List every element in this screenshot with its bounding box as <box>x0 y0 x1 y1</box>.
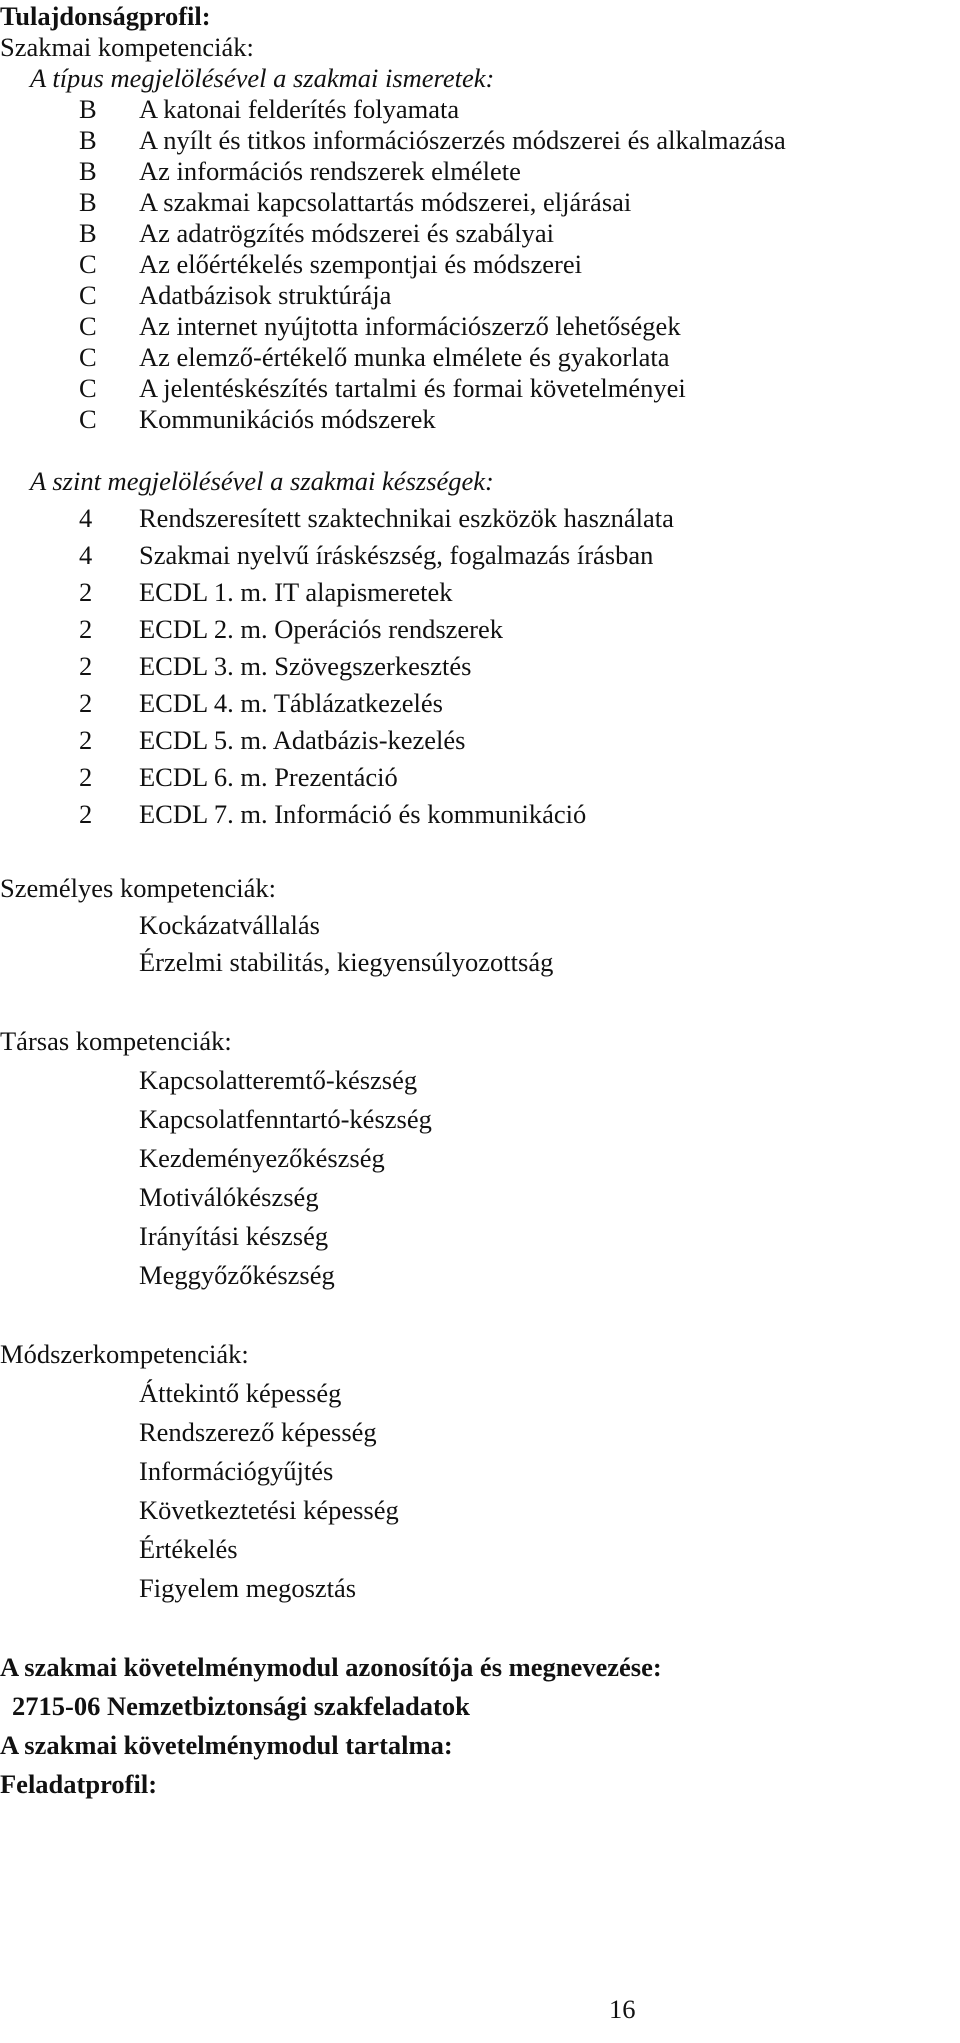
social-item: Irányítási készség <box>139 1221 329 1251</box>
knowledge-text: A szakmai kapcsolattartás módszerei, eljárásai <box>139 187 632 217</box>
social-item: Meggyőzőkészség <box>139 1260 335 1290</box>
method-item: Információgyűjtés <box>139 1456 334 1486</box>
knowledge-text: A nyílt és titkos információszerzés módszerei és alkalmazása <box>139 125 786 155</box>
personal-competencies-heading: Személyes kompetenciák: <box>0 873 276 903</box>
skills-heading: A szint megjelölésével a szakmai készségek: <box>30 466 494 496</box>
knowledge-type: C <box>79 311 97 341</box>
knowledge-type: B <box>79 156 97 186</box>
knowledge-type: C <box>79 280 97 310</box>
skill-level: 2 <box>79 614 93 644</box>
skill-text: ECDL 6. m. Prezentáció <box>139 762 398 792</box>
knowledge-text: Az internet nyújtotta információszerző lehetőségek <box>139 311 681 341</box>
module-id-line: 2715-06 Nemzetbiztonsági szakfeladatok <box>12 1691 470 1721</box>
profile-title: Tulajdonságprofil: <box>0 1 211 31</box>
professional-competencies-heading: Szakmai kompetenciák: <box>0 32 254 62</box>
method-item: Következtetési képesség <box>139 1495 399 1525</box>
skill-level: 2 <box>79 725 93 755</box>
knowledge-type: B <box>79 218 97 248</box>
social-competencies-heading: Társas kompetenciák: <box>0 1026 232 1056</box>
method-item: Áttekintő képesség <box>139 1378 342 1408</box>
knowledge-heading: A típus megjelölésével a szakmai ismeretek: <box>30 63 495 93</box>
skill-level: 2 <box>79 651 93 681</box>
knowledge-type: B <box>79 125 97 155</box>
page-number: 16 <box>609 1994 636 2024</box>
knowledge-type: C <box>79 342 97 372</box>
knowledge-type: C <box>79 404 97 434</box>
skill-level: 2 <box>79 577 93 607</box>
skill-level: 2 <box>79 799 93 829</box>
module-id-heading: A szakmai követelménymodul azonosítója és megnevezése: <box>0 1652 662 1682</box>
knowledge-text: Adatbázisok struktúrája <box>139 280 392 310</box>
social-item: Kapcsolatfenntartó-készség <box>139 1104 432 1134</box>
skill-text: Rendszeresített szaktechnikai eszközök használata <box>139 503 674 533</box>
method-item: Értékelés <box>139 1534 238 1564</box>
skill-level: 2 <box>79 688 93 718</box>
skill-text: ECDL 1. m. IT alapismeretek <box>139 577 453 607</box>
skill-level: 2 <box>79 762 93 792</box>
skill-level: 4 <box>79 540 93 570</box>
skill-text: ECDL 3. m. Szövegszerkesztés <box>139 651 472 681</box>
task-profile-heading: Feladatprofil: <box>0 1769 158 1799</box>
knowledge-text: Az adatrögzítés módszerei és szabályai <box>139 218 554 248</box>
skill-text: ECDL 7. m. Információ és kommunikáció <box>139 799 587 829</box>
knowledge-type: B <box>79 94 97 124</box>
social-item: Kapcsolatteremtő-készség <box>139 1065 418 1095</box>
skill-level: 4 <box>79 503 93 533</box>
knowledge-text: Az információs rendszerek elmélete <box>139 156 521 186</box>
method-item: Figyelem megosztás <box>139 1573 357 1603</box>
knowledge-text: Az előértékelés szempontjai és módszerei <box>139 249 582 279</box>
skill-text: ECDL 4. m. Táblázatkezelés <box>139 688 443 718</box>
knowledge-type: C <box>79 373 97 403</box>
knowledge-text: A jelentéskészítés tartalmi és formai követelményei <box>139 373 686 403</box>
social-item: Kezdeményezőkészség <box>139 1143 385 1173</box>
social-item: Motiválókészség <box>139 1182 319 1212</box>
method-competencies-heading: Módszerkompetenciák: <box>0 1339 249 1369</box>
skill-text: ECDL 2. m. Operációs rendszerek <box>139 614 503 644</box>
module-content-heading: A szakmai követelménymodul tartalma: <box>0 1730 453 1760</box>
knowledge-text: Kommunikációs módszerek <box>139 404 436 434</box>
personal-item: Kockázatvállalás <box>139 910 320 940</box>
method-item: Rendszerező képesség <box>139 1417 377 1447</box>
knowledge-type: B <box>79 187 97 217</box>
knowledge-type: C <box>79 249 97 279</box>
skill-text: Szakmai nyelvű íráskészség, fogalmazás írásban <box>139 540 654 570</box>
knowledge-text: Az elemző-értékelő munka elmélete és gyakorlata <box>139 342 670 372</box>
personal-item: Érzelmi stabilitás, kiegyensúlyozottság <box>139 947 554 977</box>
knowledge-text: A katonai felderítés folyamata <box>139 94 460 124</box>
skill-text: ECDL 5. m. Adatbázis-kezelés <box>139 725 466 755</box>
